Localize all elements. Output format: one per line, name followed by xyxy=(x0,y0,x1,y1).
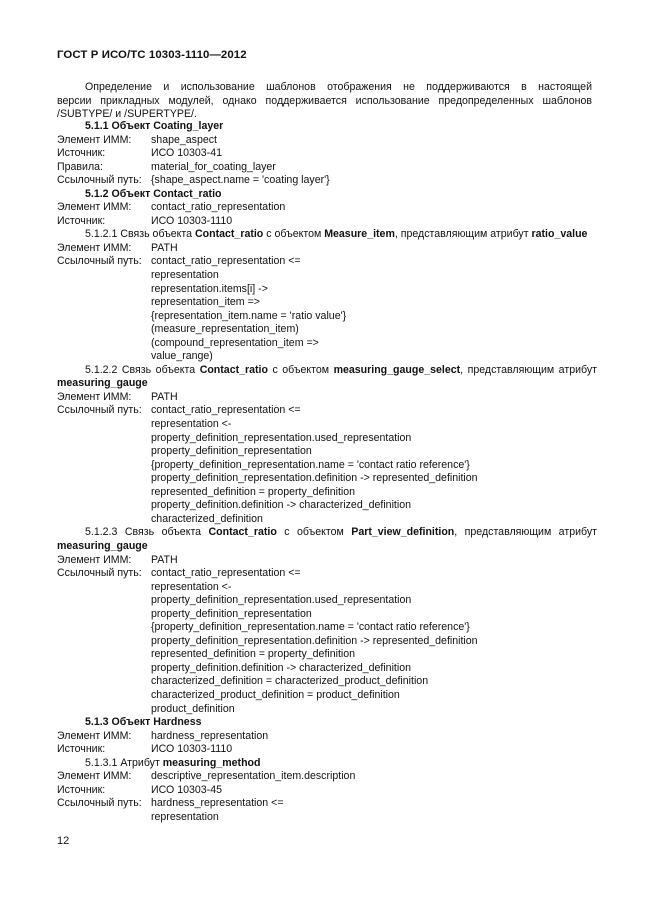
path-line: characterized_definition xyxy=(151,512,263,525)
section-heading: 5.1.3 Объект Hardness xyxy=(85,716,202,729)
field-row: Элемент ИММ: PATH xyxy=(57,390,178,403)
subsection-title: 5.1.2.2 Связь объекта Contact_ratio с объектом measuring_gauge_select, представляющим атрибут xyxy=(85,363,597,376)
path-line: representation <- xyxy=(151,580,232,593)
path-line: representation_item => xyxy=(151,296,260,309)
subsection-title: 5.1.2.3 Связь объекта Contact_ratio с объектом Part_view_definition, представляющим атрибут xyxy=(85,526,597,539)
field-row: Ссылочный путь: {shape_aspect.name = 'coating layer'} xyxy=(57,174,330,187)
section-heading: 5.1.2 Объект Contact_ratio xyxy=(85,187,222,200)
path-line: (measure_representation_item) xyxy=(151,323,299,336)
path-line: characterized_product_definition = product_definition xyxy=(151,688,400,701)
path-line: {property_definition_representation.name = 'contact ratio reference'} xyxy=(151,458,470,471)
path-line: (compound_representation_item => xyxy=(151,336,319,349)
path-line: represented_definition = property_definition xyxy=(151,648,356,661)
field-row: Источник: ИСО 10303-1110 xyxy=(57,743,233,756)
path-line: property_definition_representation xyxy=(151,607,312,620)
path-line: property_definition.definition -> characterized_definition xyxy=(151,499,412,512)
subsection-title: 5.1.3.1 Атрибут measuring_method xyxy=(85,756,261,769)
path-line: product_definition xyxy=(151,702,235,715)
field-row: Элемент ИММ: shape_aspect xyxy=(57,133,217,146)
field-row: Элемент ИММ: PATH xyxy=(57,241,178,254)
path-line: property_definition_representation xyxy=(151,445,312,458)
field-row: Источник: ИСО 10303-41 xyxy=(57,147,222,160)
intro-line: версии прикладных модулей, однако поддерживается использование предопределенных шаблонов xyxy=(57,94,592,107)
field-row: Элемент ИММ: descriptive_representation_item.description xyxy=(57,770,356,783)
path-line: representation xyxy=(151,810,219,823)
field-row: Источник: ИСО 10303-1110 xyxy=(57,214,233,227)
field-row: Элемент ИММ: hardness_representation xyxy=(57,729,269,742)
path-line: property_definition_representation.used_representation xyxy=(151,431,412,444)
intro-line: Определение и использование шаблонов отображения не поддерживаются в настоящей xyxy=(85,81,592,93)
path-line: property_definition.definition -> characterized_definition xyxy=(151,661,412,674)
path-line: {representation_item.name = 'ratio value'} xyxy=(151,309,347,322)
subsection-title-cont: measuring_gauge xyxy=(57,539,148,552)
field-row: Ссылочный путь: hardness_representation <= xyxy=(57,797,284,810)
path-line: property_definition_representation.definition -> represented_definition xyxy=(151,472,478,485)
clause-list xyxy=(57,120,597,824)
subsection-title: 5.1.2.1 Связь объекта Contact_ratio с объектом Measure_item, представляющим атрибут ratio_value xyxy=(85,228,588,241)
path-line: property_definition_representation.used_representation xyxy=(151,594,412,607)
path-line: representation xyxy=(151,269,219,282)
standard-header: ГОСТ Р ИСО/ТС 10303-1110—2012 xyxy=(57,49,247,61)
path-line: representation.items[i] -> xyxy=(151,282,268,295)
subsection-title-cont: measuring_gauge xyxy=(57,377,148,390)
field-row: Элемент ИММ: PATH xyxy=(57,553,178,566)
page-number: 12 xyxy=(57,835,70,847)
path-line: value_range) xyxy=(151,350,213,363)
path-line: {property_definition_representation.name = 'contact ratio reference'} xyxy=(151,621,470,634)
field-row: Элемент ИММ: contact_ratio_representation xyxy=(57,201,286,214)
intro-paragraph xyxy=(57,81,592,122)
path-line: represented_definition = property_definition xyxy=(151,485,356,498)
path-line: representation <- xyxy=(151,418,232,431)
field-row: Ссылочный путь: contact_ratio_representation <= xyxy=(57,255,301,268)
field-row: Ссылочный путь: contact_ratio_representation <= xyxy=(57,567,301,580)
field-row: Правила: material_for_coating_layer xyxy=(57,160,276,173)
path-line: characterized_definition = characterized_product_definition xyxy=(151,675,429,688)
intro-line: /SUBTYPE/ и /SUPERTYPE/. xyxy=(57,108,197,121)
field-row: Ссылочный путь: contact_ratio_representation <= xyxy=(57,404,301,417)
field-row: Источник: ИСО 10303-45 xyxy=(57,783,222,796)
path-line: property_definition_representation.definition -> represented_definition xyxy=(151,634,478,647)
section-heading: 5.1.1 Объект Coating_layer xyxy=(85,120,224,132)
